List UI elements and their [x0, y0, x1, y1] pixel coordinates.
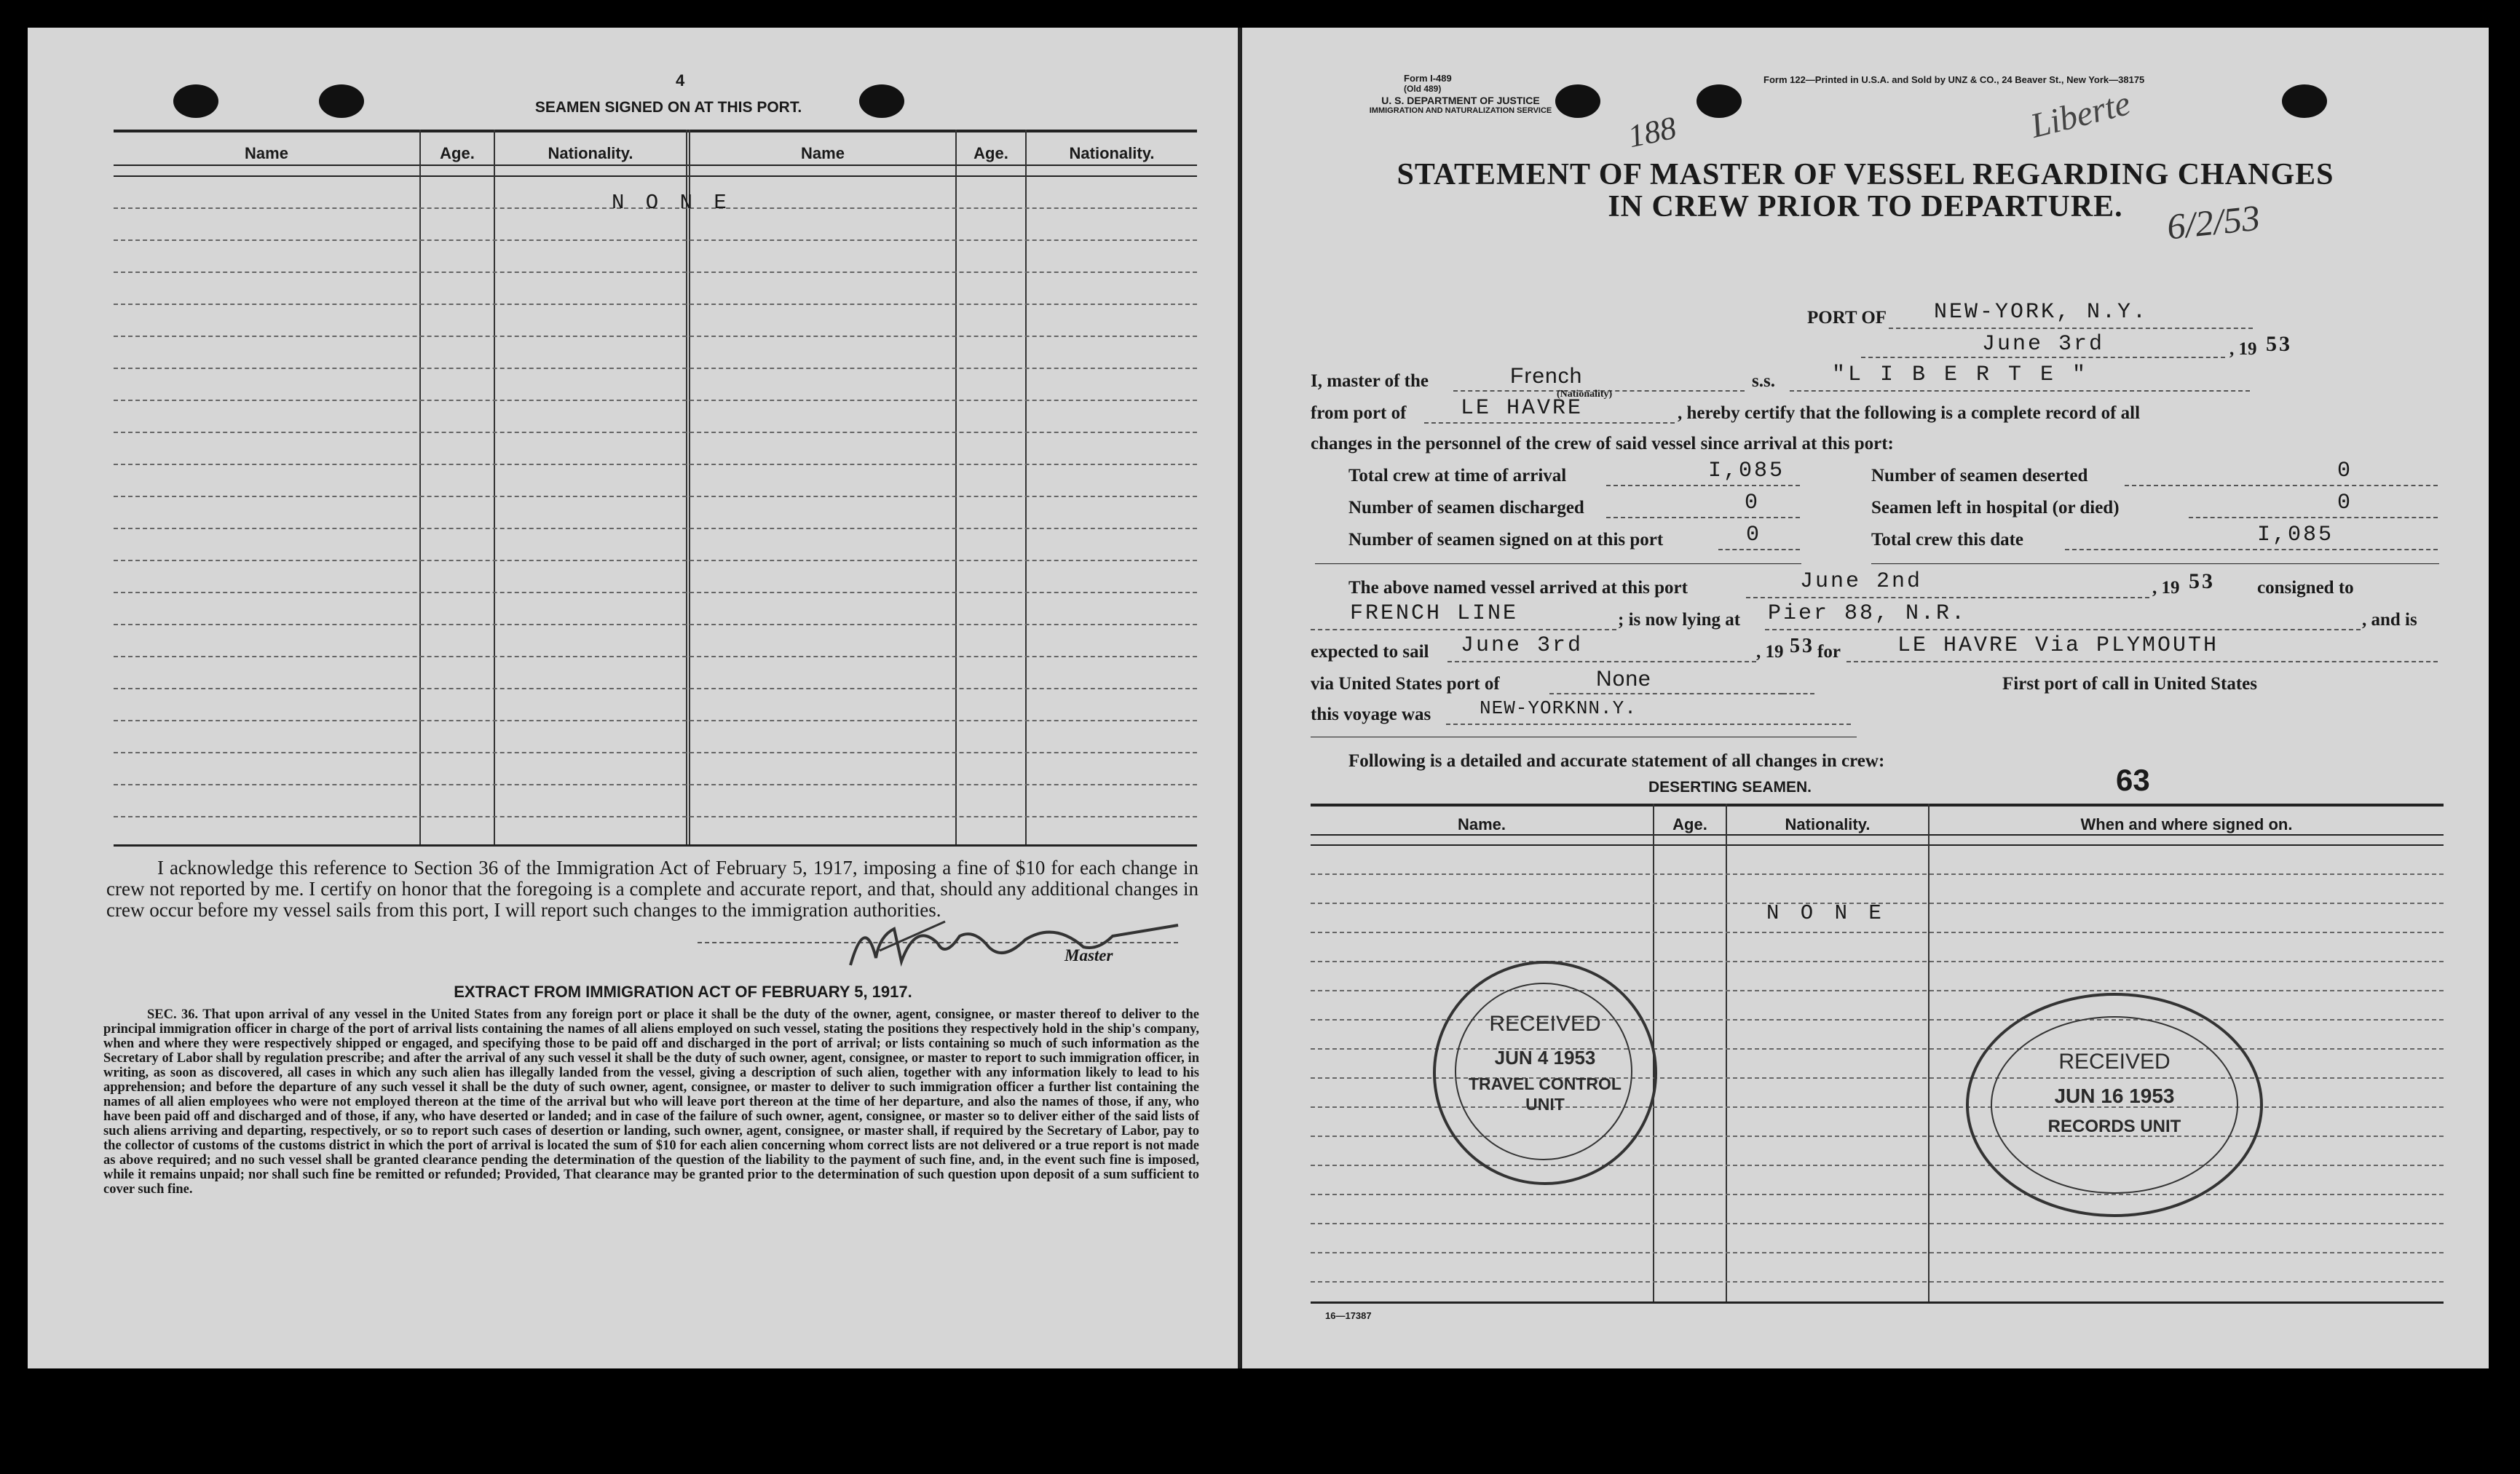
divider [1315, 563, 1801, 564]
desert-header-rule [1311, 834, 2444, 836]
leader [1746, 597, 2149, 598]
consigned-label: consigned to [2257, 578, 2354, 598]
voyage-value: NEW-YORKNN.Y. [1480, 697, 1637, 719]
desert-none-entry: N O N E [1766, 901, 1886, 925]
extract-title: EXTRACT FROM IMMIGRATION ACT OF FEBRUARY 5, 1917. [454, 983, 912, 1001]
department: U. S. DEPARTMENT OF JUSTICE [1381, 95, 1540, 106]
sail-value: June 3rd [1461, 633, 1584, 658]
stamp-received: RECEIVED [1489, 1012, 1601, 1036]
via-label: via United States port of [1311, 674, 1500, 694]
destination-value: LE HAVRE Via PLYMOUTH [1897, 633, 2219, 658]
divider [1871, 563, 2439, 564]
year-prefix-3: , 19 [1756, 642, 1784, 662]
stamp-date: JUN 4 1953 [1494, 1047, 1596, 1069]
punch-hole [1697, 84, 1742, 118]
table-row-line [114, 752, 1197, 753]
deserted-label: Number of seamen deserted [1871, 466, 2088, 486]
ship-value: "L I B E R T E " [1832, 362, 2089, 387]
desert-col-nationality: Nationality. [1785, 815, 1871, 833]
leader [2256, 485, 2438, 486]
desert-table-top-rule [1311, 804, 2444, 807]
following-text: Following is a detailed and accurate statement of all changes in crew: [1348, 751, 1885, 771]
form-title-line2: IN CREW PRIOR TO DEPARTURE. [1608, 190, 2123, 223]
total-crew-arrival-value: I,085 [1708, 459, 1785, 483]
table-row-line [114, 528, 1197, 529]
arrived-year: 53 [2189, 569, 2215, 593]
service: IMMIGRATION AND NATURALIZATION SERVICE [1369, 106, 1552, 115]
leader [2189, 517, 2438, 518]
leader [2125, 485, 2253, 486]
table-row-line [114, 624, 1197, 625]
form-old: (Old 489) [1404, 84, 1442, 94]
lying-label: ; is now lying at [1618, 610, 1741, 630]
pier-value: Pier 88, N.R. [1768, 601, 1967, 626]
desert-col-age: Age. [1672, 815, 1707, 833]
col-divider [955, 130, 957, 844]
table-row-line [114, 560, 1197, 561]
voyage-label: this voyage was [1311, 705, 1431, 724]
master-label: Master [1065, 946, 1113, 964]
table-row-line [114, 720, 1197, 721]
table-row-line [114, 688, 1197, 689]
form-number: Form I-489 [1404, 73, 1452, 84]
leader [1718, 549, 1800, 550]
leader [1549, 693, 1782, 694]
table-row-line [114, 432, 1197, 433]
table-bottom-rule [114, 844, 1197, 847]
discharged-value: 0 [1745, 491, 1761, 515]
year-prefix-2: , 19 [2152, 578, 2180, 598]
desert-row-line [1311, 1223, 2444, 1224]
punch-hole [2282, 84, 2327, 118]
punch-hole [173, 84, 218, 118]
discharged-label: Number of seamen discharged [1348, 498, 1584, 518]
stamp-line1: RECORDS UNIT [2047, 1117, 2181, 1136]
table-title: SEAMEN SIGNED ON AT THIS PORT. [534, 99, 802, 116]
table-row-line [114, 656, 1197, 657]
col-age-2: Age. [973, 144, 1008, 162]
via-value: None [1596, 667, 1651, 691]
table-row-line [114, 784, 1197, 785]
right-page [1242, 28, 2489, 1368]
desert-col-name: Name. [1457, 815, 1506, 833]
date-value: June 3rd [1982, 332, 2105, 357]
ship-leader [1790, 390, 2250, 392]
desert-row-line [1311, 1194, 2444, 1195]
travel-control-stamp [1433, 961, 1657, 1185]
desert-row-line [1311, 932, 2444, 933]
changes-text: changes in the personnel of the crew of said vessel since arrival at this port: [1311, 434, 1894, 453]
desert-row-line [1311, 873, 2444, 875]
col-divider [1726, 804, 1727, 1301]
leader [1311, 629, 1616, 630]
col-name: Name [245, 144, 288, 162]
leader [1782, 693, 1814, 694]
port-label: PORT OF [1807, 308, 1887, 328]
master-of-label: I, master of the [1311, 371, 1429, 391]
total-crew-arrival-label: Total crew at time of arrival [1348, 466, 1567, 486]
nationality-value: French [1510, 364, 1583, 388]
table-row-line [114, 239, 1197, 241]
hospital-label: Seamen left in hospital (or died) [1871, 498, 2120, 518]
port-value: NEW-YORK, N.Y. [1934, 300, 2149, 325]
printer-line: Form 122—Printed in U.S.A. and Sold by UNZ & CO., 24 Beaver St., New York—38175 [1763, 74, 2145, 85]
year-value: 53 [2266, 332, 2292, 356]
col-divider [689, 130, 690, 844]
col-divider [1928, 804, 1930, 1301]
handwritten-date: 6/2/53 [2165, 197, 2262, 247]
punch-hole [319, 84, 364, 118]
table-row-line [114, 336, 1197, 337]
from-port-label: from port of [1311, 403, 1407, 423]
col-age: Age. [440, 144, 475, 162]
signed-on-label: Number of seamen signed on at this port [1348, 530, 1664, 550]
leader [1765, 629, 2361, 630]
handwritten-number: 188 [1624, 109, 1680, 155]
master-signature [836, 907, 1200, 987]
desert-table-bottom-rule [1311, 1301, 2444, 1304]
handwritten-count: 63 [2116, 763, 2150, 797]
stamp-line1: TRAVEL CONTROL [1469, 1074, 1622, 1093]
col-divider [419, 130, 421, 844]
ss-label: s.s. [1752, 371, 1775, 391]
sail-year: 53 [1790, 635, 1814, 657]
port-leader [1889, 328, 2253, 329]
deserted-value: 0 [2337, 459, 2353, 483]
table-row-line [114, 496, 1197, 497]
year-prefix: , 19 [2229, 339, 2257, 359]
stamp-line2: UNIT [1525, 1095, 1565, 1114]
desert-col-signed-on: When and where signed on. [2080, 815, 2293, 833]
desert-row-line [1311, 1252, 2444, 1253]
from-port-value: LE HAVRE [1461, 396, 1584, 421]
col-nationality-2: Nationality. [1069, 144, 1155, 162]
for-label: for [1817, 642, 1841, 662]
leader [2065, 549, 2438, 550]
table-top-rule [114, 130, 1197, 132]
table-row-line [114, 464, 1197, 465]
left-none-entry: N O N E [612, 191, 731, 215]
leader [1447, 661, 1756, 662]
arrived-value: June 2nd [1800, 569, 1923, 594]
table-row-line [114, 400, 1197, 401]
desert-row-line [1311, 1281, 2444, 1283]
deserting-title: DESERTING SEAMEN. [1648, 779, 1812, 796]
table-row-line [114, 304, 1197, 305]
col-name-2: Name [801, 144, 845, 162]
extract-text: SEC. 36. That upon arrival of any vessel in the United States from any foreign port or place it shall be the duty of the owner, agent, consignee, or master thereof to deliver to the principal immigration officer in charge of the port of arrival lists containing the names of all aliens employed on such vessel, stating the positions they respectively hold in the ship's company, when and where they were respectively shipped or engaged, and specifying those to be paid off and discharged in the port of arrival; or lists containing so much of such information as the Secretary of Labor shall by regulation prescribe; and after the arrival of any such vessel it shall be the duty of such owner, agent, consignee, or master to report to such immigration officer, in writing, as soon as discovered, all cases in which any such alien has illegally landed from the vessel, giving a description of such alien, together with any information likely to lead to his apprehension; and before the departure of any such vessel it shall be the duty of such owner, agent, consignee, or master to deliver to such immigration officer a further list containing the names of all alien employees who were not employed thereon at the time of the arrival but who will leave port thereon at the time of her departure, and also the names of those, if any, who have been paid off and discharged and of those, if any, who have deserted or landed; and in case of the failure of such owner, agent, consignee, or master so to deliver either of the said lists of such aliens arriving and departing, respectively, or so to report such cases of desertion or landing, such owner, agent, consignee, or master shall, if required by the Secretary of Labor, pay to the collector of customs of the customs district in which the port of arrival is located the sum of $10 for each alien concerning whom correct lists are not delivered or a true report is not made as above required; and no such vessel shall be granted clearance pending the determination of the question of the liability to the payment of such fine, and, in the event such fine is imposed, while it remains unpaid; nor shall such fine be remitted or refunded; Provided, That clearance may be granted prior to the determination of such question upon deposit of a sum sufficient to cover such fine. [103, 1007, 1199, 1197]
col-divider [1025, 130, 1027, 844]
certify-text: , hereby certify that the following is a complete record of all [1678, 403, 2141, 423]
col-divider [494, 130, 495, 844]
table-row-line [114, 592, 1197, 593]
col-nationality: Nationality. [548, 144, 633, 162]
stamp-received: RECEIVED [2058, 1050, 2171, 1074]
and-is-label: , and is [2362, 610, 2417, 630]
stamp-date: JUN 16 1953 [2054, 1085, 2175, 1107]
table-row-line [114, 816, 1197, 817]
leader [1606, 517, 1800, 518]
records-unit-stamp [1966, 993, 2263, 1217]
from-port-leader [1424, 422, 1675, 424]
page-number: 4 [676, 71, 685, 90]
table-row-line [114, 368, 1197, 369]
col-divider [686, 130, 687, 844]
table-header-rule [114, 165, 1197, 166]
hospital-value: 0 [2337, 491, 2353, 515]
stamp-inner-ring [1455, 983, 1632, 1160]
desert-header-rule [1311, 844, 2444, 846]
handwritten-ship: Liberte [2026, 84, 2135, 146]
total-crew-date-label: Total crew this date [1871, 530, 2024, 550]
first-port-label: First port of call in United States [2002, 674, 2257, 694]
leader [1846, 661, 2438, 662]
table-header-rule [114, 175, 1197, 177]
arrived-label: The above named vessel arrived at this port [1348, 578, 1688, 598]
nationality-caption: (Nationality) [1557, 389, 1613, 400]
date-leader [1861, 357, 2225, 358]
consignee-value: FRENCH LINE [1350, 601, 1519, 626]
table-row-line [114, 272, 1197, 273]
total-crew-date-value: I,085 [2257, 523, 2334, 547]
signed-on-value: 0 [1746, 523, 1762, 547]
punch-hole [859, 84, 904, 118]
expected-label: expected to sail [1311, 642, 1429, 662]
leader [1606, 485, 1800, 486]
left-page [28, 28, 1238, 1368]
desert-row-line [1311, 961, 2444, 962]
form-title-line1: STATEMENT OF MASTER OF VESSEL REGARDING CHANGES [1397, 158, 2334, 191]
acknowledgement-text: I acknowledge this reference to Section 36 of the Immigration Act of February 5, 1917, imposing a fine of $10 for each change in crew not reported by me. I certify on honor that the foregoing is a complete and accurate report, and that, should any additional changes in crew occur before my vessel sails from this port, I will report such changes to the immigration authorities. [106, 857, 1198, 921]
footer-code: 16—17387 [1325, 1310, 1372, 1321]
leader [1446, 724, 1851, 725]
